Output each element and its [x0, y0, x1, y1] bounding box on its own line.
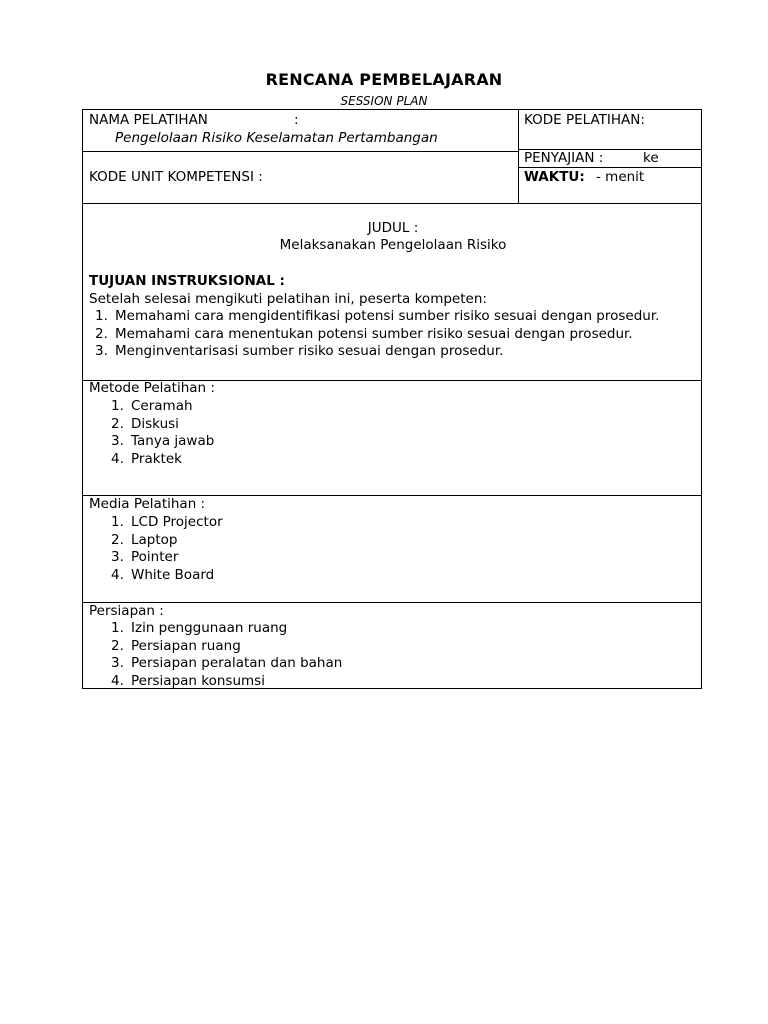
judul-label: JUDUL : — [367, 220, 419, 236]
list-item: 2. Laptop — [111, 531, 178, 548]
list-item: 3. Menginventarisasi sumber risiko sesuai dengan prosedur. — [95, 343, 504, 359]
nama-pelatihan-value: Pengelolaan Risiko Keselamatan Pertambangan — [115, 130, 438, 146]
penyajian-label: PENYAJIAN : — [524, 150, 604, 166]
nama-pelatihan-colon: : — [294, 112, 299, 128]
document-subtitle: SESSION PLAN — [340, 94, 428, 108]
column-divider — [518, 110, 519, 203]
list-item: 3. Persiapan peralatan dan bahan — [111, 655, 343, 671]
document-title: RENCANA PEMBELAJARAN — [265, 70, 503, 89]
tujuan-intro: Setelah selesai mengikuti pelatihan ini, peserta kompeten: — [89, 291, 487, 307]
list-item: 2. Diskusi — [111, 415, 179, 432]
waktu-label: WAKTU: — [524, 169, 585, 185]
tujuan-list — [95, 308, 659, 361]
media-pelatihan-label: Media Pelatihan : — [89, 496, 206, 512]
list-item: 4. Persiapan konsumsi — [111, 672, 265, 689]
list-item: 4. White Board — [111, 566, 215, 583]
row-divider-left-top — [83, 151, 518, 152]
media-list — [111, 514, 223, 584]
row-divider-info-bottom — [83, 203, 702, 204]
kode-unit-kompetensi-label: KODE UNIT KOMPETENSI : — [89, 169, 263, 185]
kode-pelatihan-label: KODE PELATIHAN: — [524, 112, 645, 128]
list-item: 4. Praktek — [111, 450, 182, 467]
persiapan-list — [111, 620, 342, 690]
list-item: 1. Memahami cara mengidentifikasi potensi sumber risiko sesuai dengan prosedur. — [95, 308, 660, 324]
list-item: 1. Izin penggunaan ruang — [111, 620, 288, 636]
list-item: 3. Pointer — [111, 549, 179, 565]
list-item: 1. Ceramah — [111, 398, 193, 414]
session-plan-table — [82, 109, 702, 689]
list-item: 3. Tanya jawab — [111, 433, 215, 449]
nama-pelatihan-label: NAMA PELATIHAN — [89, 112, 208, 128]
row-divider-media-bottom — [83, 602, 702, 603]
tujuan-instruksional-label: TUJUAN INSTRUKSIONAL : — [89, 273, 285, 289]
list-item: 2. Memahami cara menentukan potensi sumber risiko sesuai dengan prosedur. — [95, 325, 633, 342]
list-item: 1. LCD Projector — [111, 514, 223, 530]
list-item: 2. Persiapan ruang — [111, 637, 241, 654]
row-divider-right-mid — [518, 167, 702, 168]
waktu-value: - menit — [596, 169, 645, 185]
judul-value: Melaksanakan Pengelolaan Risiko — [279, 237, 507, 253]
metode-pelatihan-label: Metode Pelatihan : — [89, 380, 215, 396]
persiapan-label: Persiapan : — [89, 603, 164, 619]
penyajian-value: ke — [643, 150, 659, 166]
metode-list — [111, 398, 214, 468]
